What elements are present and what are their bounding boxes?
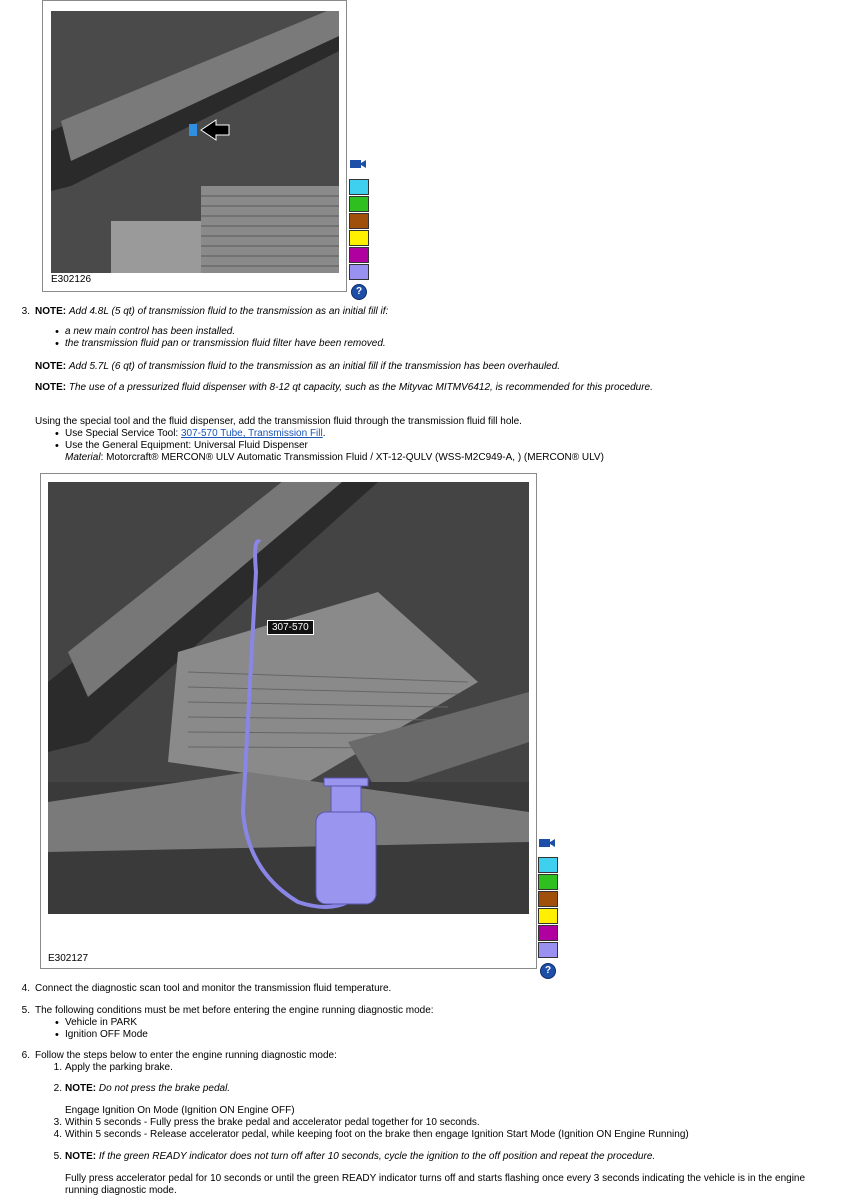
camera-icon[interactable] bbox=[538, 837, 556, 849]
camera-icon[interactable] bbox=[349, 158, 367, 170]
note-text: If the green READY indicator does not turn off after 10 seconds, cycle the ignition to the off position and repeat the procedure. bbox=[98, 1151, 656, 1162]
step-5-text: The following conditions must be met before entering the engine running diagnostic mode: bbox=[35, 1005, 434, 1016]
substep-2-note bbox=[65, 1083, 825, 1095]
swatch-green[interactable] bbox=[349, 196, 369, 212]
step-6-text: Follow the steps below to enter the engine running diagnostic mode: bbox=[35, 1050, 337, 1061]
note-text: Add 5.7L (6 qt) of transmission fluid to the transmission as an initial fill if the transmission has been overhauled. bbox=[68, 361, 561, 372]
swatch-yellow[interactable] bbox=[538, 908, 558, 924]
figure-2-label: E302127 bbox=[48, 953, 89, 964]
step-3-number: 3. bbox=[21, 306, 30, 317]
material-text: : Motorcraft® MERCON® ULV Automatic Transmission Fluid / XT-12-QULV (WSS-M2C949-A, ) (MERCON® ULV) bbox=[100, 452, 604, 463]
help-icon[interactable]: ? bbox=[351, 284, 367, 300]
swatch-lavender[interactable] bbox=[349, 264, 369, 280]
fill-plug-marker bbox=[189, 124, 197, 136]
list-item: • Use the General Equipment: Universal Fluid Dispenser bbox=[53, 440, 813, 452]
figure-1-label: E302126 bbox=[51, 274, 92, 285]
transmission-photo-1 bbox=[51, 11, 339, 273]
note-label: NOTE: bbox=[35, 361, 67, 372]
note-label: NOTE: bbox=[35, 382, 67, 393]
list-item bbox=[53, 428, 813, 440]
substep-4-text: Within 5 seconds - Release accelerator pedal, while keeping foot on the brake then engage Ignition Start Mode (Ignition ON Engine Running) bbox=[65, 1129, 689, 1140]
substep-5-note bbox=[65, 1151, 835, 1163]
figure-2-legend bbox=[538, 837, 558, 979]
step-3-note bbox=[35, 306, 815, 318]
substep-4-number: 4. bbox=[53, 1129, 62, 1140]
transmission-drawing-1 bbox=[51, 11, 339, 273]
list-item: • Vehicle in PARK bbox=[53, 1017, 453, 1029]
step-4-text: Connect the diagnostic scan tool and monitor the transmission fluid temperature. bbox=[35, 983, 392, 994]
transmission-drawing-2 bbox=[48, 482, 529, 914]
step-3-note-3 bbox=[35, 382, 825, 394]
note-label: NOTE: bbox=[65, 1083, 97, 1094]
step-4-number: 4. bbox=[21, 983, 30, 994]
transmission-photo-2 bbox=[48, 482, 529, 914]
material-label: Material bbox=[65, 452, 101, 463]
substep-3-number: 3. bbox=[53, 1117, 62, 1128]
material-line bbox=[65, 452, 825, 464]
swatch-lavender[interactable] bbox=[538, 942, 558, 958]
figure-1-legend bbox=[349, 158, 369, 300]
list-item: • the transmission fluid pan or transmission fluid filter have been removed. bbox=[53, 338, 753, 350]
figure-2 bbox=[40, 473, 537, 969]
note-text: Do not press the brake pedal. bbox=[98, 1083, 231, 1094]
substep-2-number: 2. bbox=[53, 1083, 62, 1094]
swatch-yellow[interactable] bbox=[349, 230, 369, 246]
swatch-green[interactable] bbox=[538, 874, 558, 890]
step-5-bullets bbox=[53, 1017, 453, 1041]
swatch-cyan[interactable] bbox=[349, 179, 369, 195]
substep-3-text: Within 5 seconds - Fully press the brake pedal and accelerator pedal together for 10 seconds. bbox=[65, 1117, 480, 1128]
substep-1-number: 1. bbox=[53, 1062, 62, 1073]
note-label: NOTE: bbox=[35, 306, 67, 317]
substep-5-body-2: running diagnostic mode. bbox=[65, 1185, 177, 1196]
note-text: The use of a pressurized fluid dispenser with 8-12 qt capacity, such as the Mityvac MITMV6412, is recommended for this procedure. bbox=[68, 382, 653, 393]
substep-5-number: 5. bbox=[53, 1151, 62, 1162]
list-item: • Ignition OFF Mode bbox=[53, 1029, 453, 1041]
step-3-note-2 bbox=[35, 361, 825, 373]
note-label: NOTE: bbox=[65, 1151, 97, 1162]
swatch-brown[interactable] bbox=[349, 213, 369, 229]
swatch-brown[interactable] bbox=[538, 891, 558, 907]
step-5-number: 5. bbox=[21, 1005, 30, 1016]
step-3-tools bbox=[53, 428, 813, 452]
tool-callout: 307-570 bbox=[267, 620, 314, 635]
step-6-number: 6. bbox=[21, 1050, 30, 1061]
substep-5-body-1: Fully press accelerator pedal for 10 seconds or until the green READY indicator turns off and starts flashing once every 3 seconds indicating the vehicle is in the engine bbox=[65, 1173, 806, 1184]
tool-suffix: . bbox=[322, 428, 326, 439]
help-icon[interactable]: ? bbox=[540, 963, 556, 979]
tool-prefix: Use Special Service Tool: bbox=[65, 428, 179, 439]
swatch-cyan[interactable] bbox=[538, 857, 558, 873]
list-item: • a new main control has been installed. bbox=[53, 326, 753, 338]
substep-1-text: Apply the parking brake. bbox=[65, 1062, 173, 1073]
step-3-instruction: Using the special tool and the fluid dispenser, add the transmission fluid through the transmission fluid fill hole. bbox=[35, 416, 522, 427]
substep-2-body: Engage Ignition On Mode (Ignition ON Engine OFF) bbox=[65, 1105, 295, 1116]
note-text: Add 4.8L (5 qt) of transmission fluid to the transmission as an initial fill if: bbox=[68, 306, 389, 317]
swatch-magenta[interactable] bbox=[538, 925, 558, 941]
swatch-magenta[interactable] bbox=[349, 247, 369, 263]
figure-1 bbox=[42, 0, 347, 292]
special-tool-link[interactable]: 307-570 Tube, Transmission Fill bbox=[180, 428, 323, 439]
step-3-bullets bbox=[53, 326, 753, 350]
fluid-dispenser bbox=[316, 812, 376, 904]
